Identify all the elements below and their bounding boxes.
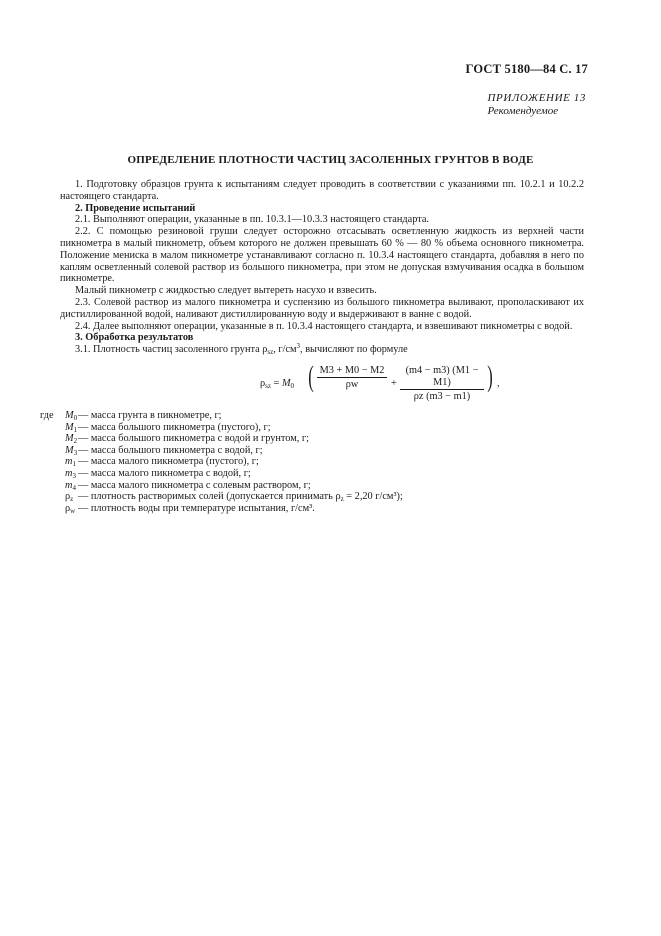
appendix-status: Рекомендуемое [487,105,559,117]
paragraph-2-2b: Малый пикнометр с жидкостью следует вытереть насухо и взвесить. [75,285,377,297]
paragraph-3-1: 3.1. Плотность частиц засоленного грунта $\rho_{sz}$, $г/см^3$, вычисляют по формуле [75,342,408,357]
fraction-2-numerator: (m4 − m3) (M1 − M1) [400,365,484,390]
paragraph-2-4: 2.4. Далее выполняют операции, указанные в п. 10.3.4 настоящего стандарта, и взвешивают пикнометры с водой. [75,320,573,332]
paragraph-1: 1. Подготовку образцов грунта к испытаниям следует проводить в соответствии с указаниями пп. 10.2.1 и 10.2.2 настоящего стандарта. [60,179,584,202]
fraction-1-denominator: ρw [345,378,359,390]
paragraph-2-3: 2.3. Солевой раствор из малого пикнометра и суспензию из большого пикнометра выливают, прополаскивают их дистиллированной водой, наливают дистиллированную воду и выдерживают в ванне с водой. [60,296,584,320]
formula-plus: + [391,377,397,389]
definition-row: $M_3$ — масса большого пикнометра с водой, г; [65,444,263,457]
formula-lhs: $\rho_{sz} = M_0$ [260,377,295,390]
appendix-label [487,92,586,118]
definition-row: где $M_0$ — масса грунта в пикнометре, г; [40,409,222,422]
document-title: ОПРЕДЕЛЕНИЕ ПЛОТНОСТИ ЧАСТИЦ ЗАСОЛЕННЫХ ГРУНТОВ В ВОДЕ [127,154,534,166]
definition-row: $M_1$ — масса большого пикнометра (пустого), г; [65,421,271,434]
paragraph-2-1: 2.1. Выполняют операции, указанные в пп. 10.3.1—10.3.3 настоящего стандарта. [75,214,429,226]
fraction-2-denominator: ρz (m3 − m1) [413,390,471,402]
formula-comma: , [497,377,500,389]
definition-row: $\rho_z$ — плотность растворимых солей (допускается принимать $\rho_z = 2,20$ г/см³); [65,491,403,504]
paragraph-3-1-text: 3.1. Плотность частиц засоленного грунта [75,344,260,356]
fraction-1-numerator: M3 + M0 − M2 [317,365,387,378]
definition-row: $M_2$ — масса большого пикнометра с водой и грунтом, г; [65,433,309,446]
formula-fraction-2 [400,365,484,402]
definition-row: $m_4$ — масса малого пикнометра с солевым раствором, г; [65,479,311,492]
definition-row: $m_3$ — масса малого пикнометра с водой, г; [65,467,251,480]
formula-open-paren: ( [308,359,314,393]
document-body [40,179,584,515]
formula-close-paren: ) [487,359,493,393]
definition-row: $m_1$ — масса малого пикнометра (пустого), г; [65,456,259,469]
definitions-lead: где [40,409,54,421]
page-header: ГОСТ 5180—84 С. 17 [465,62,588,76]
formula-fraction-1 [317,365,387,391]
appendix-number: ПРИЛОЖЕНИЕ 13 [487,92,586,104]
definition-row: $\rho_w$ — плотность воды при температуре испытания, г/см³. [65,502,315,515]
paragraph-2-2: 2.2. С помощью резиновой груши следует осторожно отсасывать осветленную жидкость из верхней части пикнометра в малый пикнометр, объем которого не должен превышать 60 % — 80 % объема основного пикнометра. Положение мениска в малом пикнометре устанавливают согласно п. 10.3.4 настоящего стандарта, добавляя в него по каплям осветленный солевой раствор из большого пикнометра, при этом не допуская взмучивания осадка в большом пикнометре. [60,226,584,285]
density-formula [60,358,584,408]
section-heading-3: 3. Обработка результатов [75,332,194,344]
section-heading-2: 2. Проведение испытаний [75,202,196,214]
variable-definitions [40,409,584,515]
